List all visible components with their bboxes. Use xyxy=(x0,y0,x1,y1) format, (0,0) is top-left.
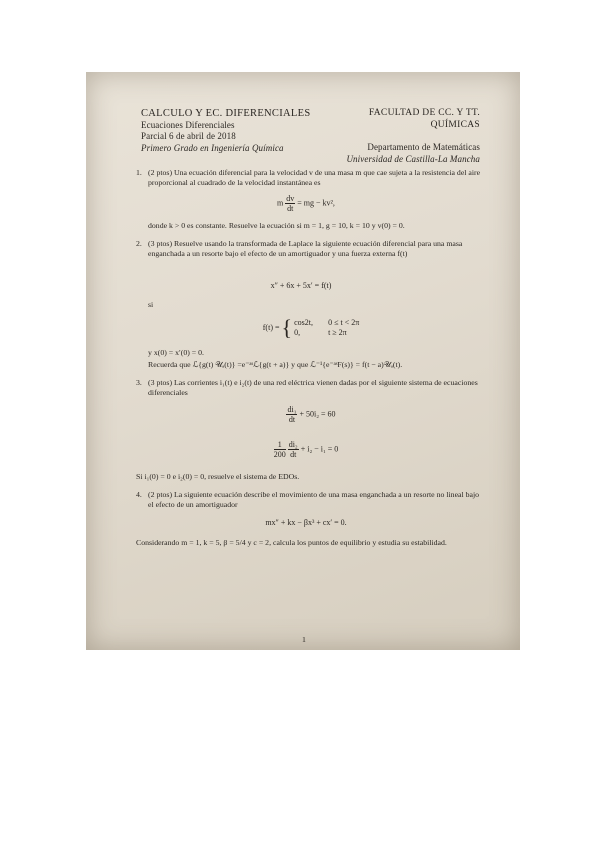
subject: Ecuaciones Diferenciales xyxy=(141,119,235,130)
problem-1-followup: donde k > 0 es constante. Resuelve la ecuación si m = 1, g = 10, k = 10 y v(0) = 0. xyxy=(148,221,405,230)
problem-4-followup: Considerando m = 1, k = 5, β = 5/4 y c = 2, calcula los puntos de equilibrio y estudia su estabilidad. xyxy=(136,538,447,547)
equation-4: mx″ + kx − βx³ + cx′ = 0. xyxy=(265,518,347,527)
problem-text: (2 ptos) Una ecuación diferencial para la velocidad v de una masa m que cae sujeta a la resistencia del aire proporcional al cuadrado de la velocidad instantánea es xyxy=(148,168,481,188)
problem-1 xyxy=(136,168,486,189)
laplace-hint: Recuerda que ℒ{g(t) 𝒰ₐ(t)} =e⁻ᵃˢℒ{g(t + a)} y que ℒ⁻¹{e⁻ᵃˢF(s)} = f(t − a)𝒰ₐ(t). xyxy=(148,360,403,369)
problem-number: 1. xyxy=(136,168,142,177)
exam-date: Parcial 6 de abril de 2018 xyxy=(141,131,236,141)
problem-number: 3. xyxy=(136,378,142,387)
si-label: si xyxy=(148,300,154,309)
exam-photo xyxy=(86,72,520,650)
problem-text: (3 ptos) Resuelve usando la transformada de Laplace la siguiente ecuación diferencial para una masa enganchada a un resorte bajo el efecto de un amortiguador y una fuerza externa f(t) xyxy=(148,239,463,259)
page-number: 1 xyxy=(302,635,306,644)
problem-2 xyxy=(136,239,486,260)
problem-3 xyxy=(136,378,486,399)
university: Universidad de Castilla-La Mancha xyxy=(346,153,480,164)
course-title: CALCULO Y EC. DIFERENCIALES xyxy=(141,108,311,119)
problem-number: 4. xyxy=(136,490,142,499)
department: Departamento de Matemáticas xyxy=(367,142,480,152)
degree: Primero Grado en Ingeniería Química xyxy=(141,142,284,153)
problem-text: (3 ptos) Las corrientes i₁(t) e i₂(t) de una red eléctrica vienen dadas por el siguiente sistema de ecuaciones diferenciales xyxy=(148,378,478,398)
equation-3b: $\frac{1}{200}$ $\frac{\text{di₂}}{dt}$ + i₂ − i₁ = 0 xyxy=(273,440,339,459)
initial-conditions: y x(0) = x′(0) = 0. xyxy=(148,348,204,357)
problem-number: 2. xyxy=(136,239,142,248)
faculty: FACULTAD DE CC. Y TT. QUÍMICAS xyxy=(368,108,480,130)
piecewise-function: f(t) = { cos2t, 0 ≤ t < 2π 0, t ≥ 2π xyxy=(262,315,360,340)
problem-text: (2 ptos) La siguiente ecuación describe el movimiento de una masa enganchada a un resorte no lineal bajo el efecto de un amortiguador xyxy=(148,490,480,510)
equation-3a: $\frac{\text{di₁}}{dt}$ + 50i₂ = 60 xyxy=(287,405,336,424)
header-left xyxy=(141,108,321,154)
problem-3-followup: Si i₁(0) = 0 e i₂(0) = 0, resuelve el sistema de EDOs. xyxy=(136,472,300,481)
equation-1: m $\frac{dv}{dt}$ = mg − kv², xyxy=(277,194,335,213)
problem-4 xyxy=(136,490,486,511)
header-right xyxy=(324,108,480,165)
equation-2: x″ + 6x + 5x′ = f(t) xyxy=(270,281,332,290)
